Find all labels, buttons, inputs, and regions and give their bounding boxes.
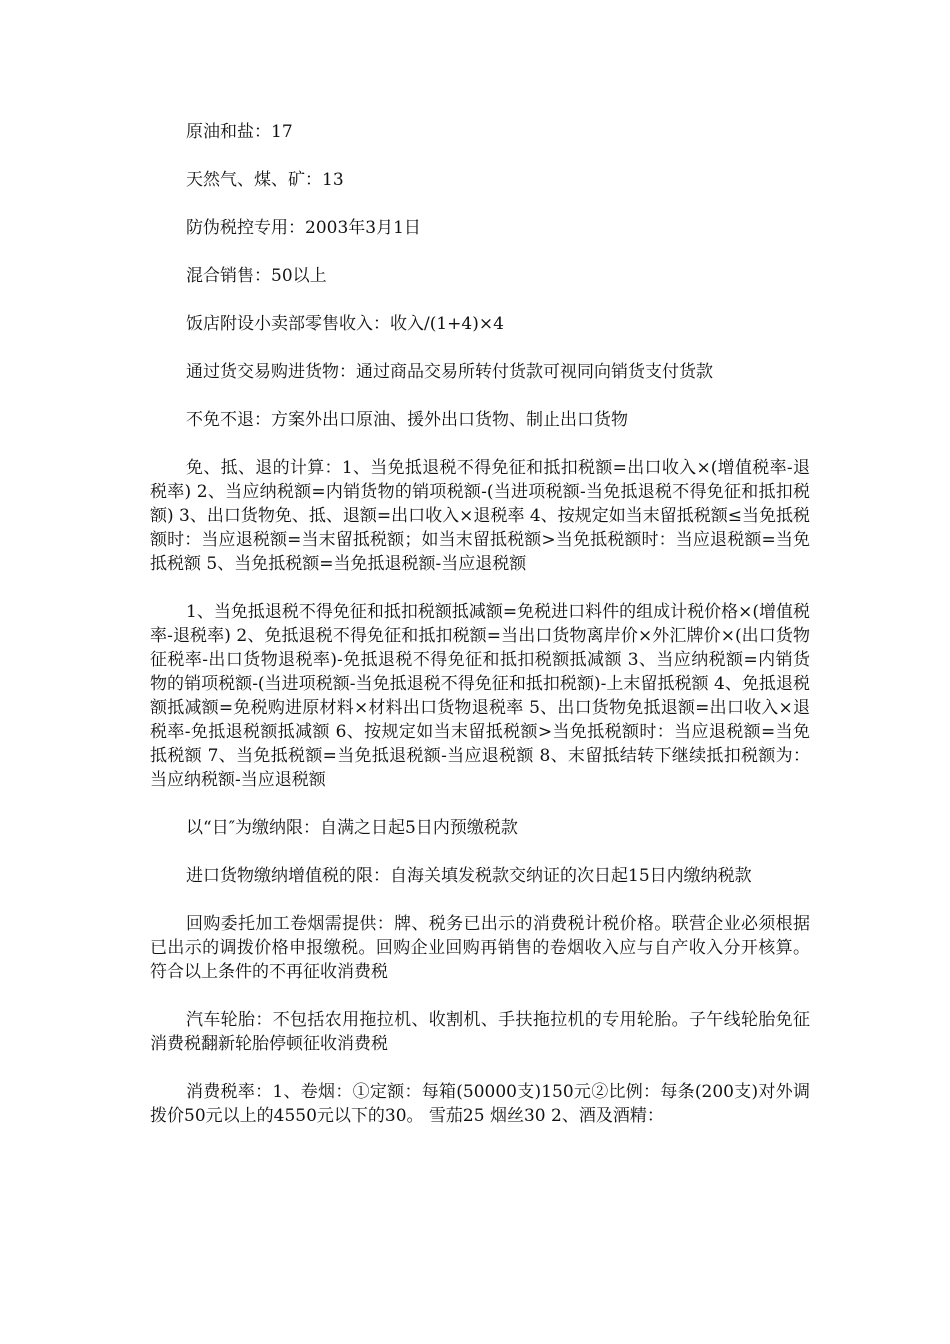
document-page bbox=[150, 120, 810, 1152]
paragraph-repurchased-cigarettes: 回购委托加工卷烟需提供：牌、税务已出示的消费税计税价格。联营企业必须根据已出示的调拨价格申报缴税。回购企业回购再销售的卷烟收入应与自产收入分开核算。符合以上条件的不再征收消费税 bbox=[150, 914, 810, 982]
paragraph-restaurant-shop: 饭店附设小卖部零售收入：收入/(1+4)×4 bbox=[186, 314, 504, 334]
paragraph-import-vat-period: 进口货物缴纳增值税的限：自海关填发税款交纳证的次日起15日内缴纳税款 bbox=[186, 866, 752, 886]
paragraph-mixed-sales: 混合销售：50以上 bbox=[186, 266, 327, 286]
paragraph-crude-oil-salt: 原油和盐：17 bbox=[186, 122, 293, 142]
paragraph-no-exempt-no-refund: 不免不退：方案外出口原油、援外出口货物、制止出口货物 bbox=[186, 410, 628, 430]
paragraph-anti-counterfeit-date: 防伪税控专用：2003年3月1日 bbox=[186, 218, 421, 238]
paragraph-daily-payment-period: 以“日″为缴纳限：自满之日起5日内预缴税款 bbox=[186, 818, 518, 838]
paragraph-natural-gas-coal: 天然气、煤、矿：13 bbox=[186, 170, 344, 190]
paragraph-consumption-tax-rates: 消费税率：1、卷烟：①定额：每箱(50000支)150元②比例：每条(200支)对外调拨价50元以上的4550元以下的30。 雪茄25 烟丝30 2、酒及酒精： bbox=[150, 1082, 810, 1126]
paragraph-car-tires: 汽车轮胎：不包括农用拖拉机、收割机、手扶拖拉机的专用轮胎。子午线轮胎免征消费税翻新轮胎停顿征收消费税 bbox=[150, 1010, 810, 1054]
paragraph-offset-deduction-calc: 1、当免抵退税不得免征和抵扣税额抵减额=免税进口料件的组成计税价格×(增值税率-退税率) 2、免抵退税不得免征和抵扣税额=当出口货物离岸价×外汇牌价×(出口货物征税率-出口货物退税率)-免抵退税不得免征和抵扣税额抵减额 3、当应纳税额=内销货物的销项税额-(当进项税额-当免抵退税不得免征和抵扣税额)-上末留抵税额 4、免抵退税额抵减额=免税购进原材料×材料出口货物退税率 5、出口货物免抵退额=出口收入×退税率-免抵退税额抵减额 6、按规定如当末留抵税额>当免抵税额时：当应退税额=当免抵税额 7、当免抵税额=当免抵退税额-当应退税额 8、末留抵结转下继续抵扣税额为：当应纳税额-当应退税额 bbox=[150, 602, 810, 790]
paragraph-exchange-purchase: 通过货交易购进货物：通过商品交易所转付货款可视同向销货支付货款 bbox=[186, 362, 713, 382]
paragraph-exempt-offset-refund-calc: 免、抵、退的计算：1、当免抵退税不得免征和抵扣税额=出口收入×(增值税率-退税率) 2、当应纳税额=内销货物的销项税额-(当进项税额-当免抵退税不得免征和抵扣税额) 3、出口货物免、抵、退额=出口收入×退税率 4、按规定如当末留抵税额≤当免抵税额时：当应退税额=当末留抵税额；如当末留抵税额>当免抵税额时：当应退税额=当免抵税额 5、当免抵税额=当免抵退税额-当应退税额 bbox=[150, 458, 810, 574]
